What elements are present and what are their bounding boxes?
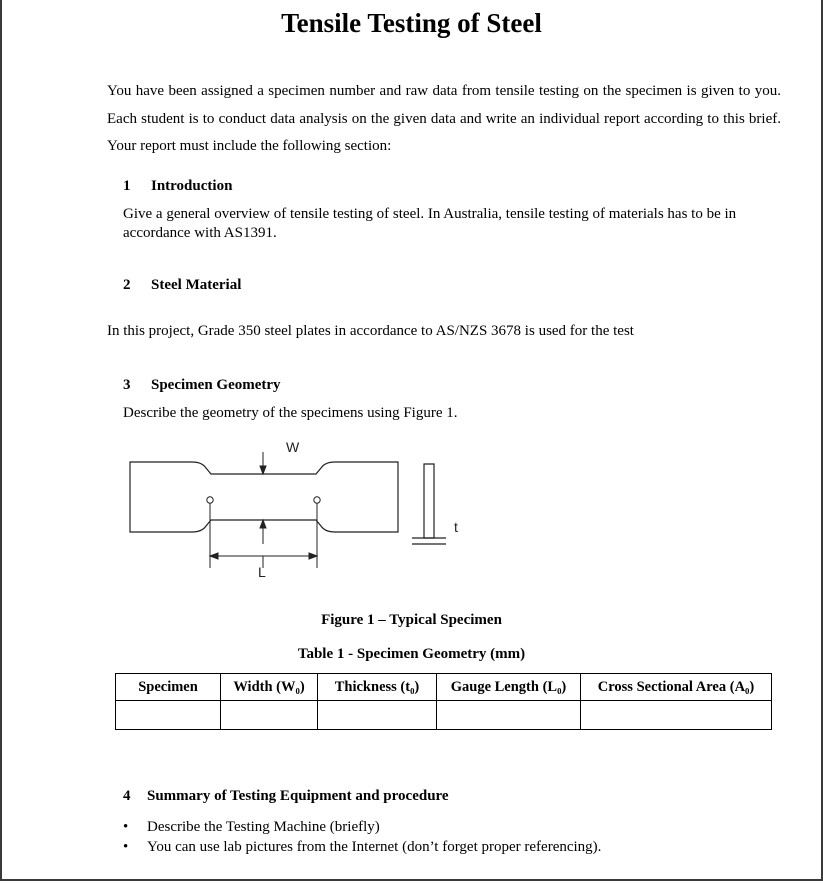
header-gauge-length: Gauge Length (L₀) [437,674,581,701]
table-header-row [116,674,772,701]
section-3-number: 3 [123,377,131,393]
page-title: Tensile Testing of Steel [281,8,542,38]
width-arrows [260,452,266,544]
list-item: • Describe the Testing Machine (briefly) [123,817,783,837]
table-row [116,701,772,730]
section-1-heading [123,178,232,195]
table-cell [318,701,437,730]
section-4-number: 4 [123,788,131,804]
section-3-title: Specimen Geometry [151,377,281,393]
thickness-label: t [454,519,458,535]
table-cell [221,701,318,730]
specimen-figure [120,432,480,584]
table-cell [116,701,221,730]
section-1-number: 1 [123,178,131,194]
list-item: • You can use lab pictures from the Internet (don’t forget proper referencing). [123,837,783,857]
section-2-number: 2 [123,277,131,293]
intro-paragraph: You have been assigned a specimen number and raw data from tensile testing on the specimen is given to you. Each student is to conduct data analysis on the given data and write an individual report according to this brief. Your report must include the following section: [107,83,781,154]
specimen-geometry-table [115,673,772,730]
header-cross-sectional-area: Cross Sectional Area (A₀) [581,674,772,701]
section-3-body: Describe the geometry of the specimens using Figure 1. [123,405,458,421]
section-2-body: In this project, Grade 350 steel plates in accordance to AS/NZS 3678 is used for the test [107,323,634,339]
length-label: L [258,564,266,580]
section-2-title: Steel Material [151,277,242,293]
figure-caption: Figure 1 – Typical Specimen [321,612,502,628]
section-3-heading [123,377,281,394]
section-1-title: Introduction [151,178,233,194]
table-cell [581,701,772,730]
table-cell [437,701,581,730]
header-thickness: Thickness (t₀) [318,674,437,701]
header-specimen: Specimen [116,674,221,701]
section-2-heading [123,277,241,294]
width-label: W [286,439,300,455]
thickness-view [412,464,446,544]
section-4-title: Summary of Testing Equipment and procedure [147,788,449,804]
section-1-body: Give a general overview of tensile testing of steel. In Australia, tensile testing of materials has to be in accordance with AS1391. [123,206,737,241]
section-4-heading [123,788,449,805]
header-width: Width (W₀) [221,674,318,701]
table-caption: Table 1 - Specimen Geometry (mm) [297,646,526,662]
section-4-bullets [123,817,783,857]
